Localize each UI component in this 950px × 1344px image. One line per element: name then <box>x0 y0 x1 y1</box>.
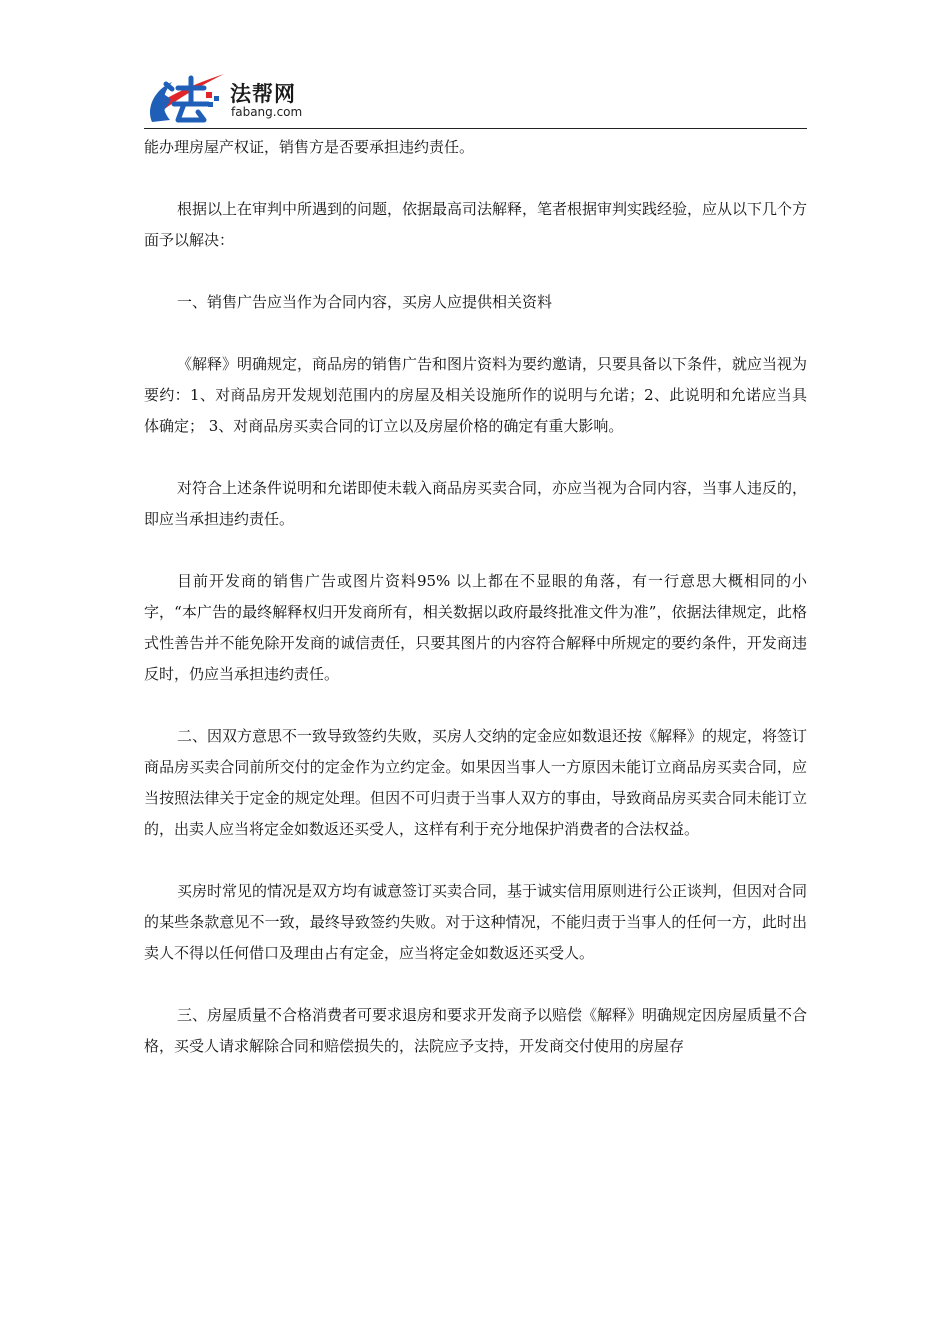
paragraph: 能办理房屋产权证，销售方是否要承担违约责任。 <box>144 138 475 156</box>
paragraph: 买房时常见的情况是双方均有诚意签订买卖合同，基于诚实信用原则进行公正谈判，但因对合同的某些条款意见不一致，最终导致签约失败。对于这种情况，不能归责于当事人的任何一方，此时出卖人不得以任何借口及理由占有定金，应当将定金如数返还买受人。 <box>144 882 808 962</box>
paragraph: 二、因双方意思不一致导致签约失败，买房人交纳的定金应如数退还按《解释》的规定，将签订商品房买卖合同前所交付的定金作为立约定金。如果因当事人一方原因未能订立商品房买卖合同，应当按照法律关于定金的规定处理。但因不可归责于当事人双方的事由，导致商品房买卖合同未能订立的，出卖人应当将定金如数返还买受人，这样有利于充分地保护消费者的合法权益。 <box>144 727 808 838</box>
paragraph: 三、房屋质量不合格消费者可要求退房和要求开发商予以赔偿《解释》明确规定因房屋质量不合格，买受人请求解除合同和赔偿损失的，法院应予支持，开发商交付使用的房屋存 <box>144 1006 808 1055</box>
paragraph: 目前开发商的销售广告或图片资料95% 以上都在不显眼的角落，有一行意思大概相同的小字，“本广告的最终解释权归开发商所有，相关数据以政府最终批准文件为准”，依据法律规定，此格式性善告并不能免除开发商的诚信责任，只要其图片的内容符合解释中所规定的要约条件，开发商违反时，仍应当承担违约责任。 <box>144 572 807 683</box>
brand-domain: fabang.com <box>231 105 303 119</box>
section-heading: 一、销售广告应当作为合同内容，买房人应提供相关资料 <box>177 293 553 311</box>
paragraph: 根据以上在审判中所遇到的问题，依据最高司法解释，笔者根据审判实践经验，应从以下几个方面予以解决： <box>144 200 808 249</box>
paragraph: 《解释》明确规定，商品房的销售广告和图片资料为要约邀请，只要具备以下条件，就应当视为要约：1、对商品房开发规划范围内的房屋及相关设施所作的说明与允诺；2、此说明和允诺应当具体确定； 3、对商品房买卖合同的订立以及房屋价格的确定有重大影响。 <box>144 355 808 435</box>
header-divider <box>144 128 807 129</box>
fabang-logo-icon <box>144 64 228 128</box>
fabang-logo <box>144 64 228 128</box>
paragraph: 对符合上述条件说明和允诺即使未载入商品房买卖合同，亦应当视为合同内容，当事人违反的，即应当承担违约责任。 <box>144 479 808 528</box>
site-header <box>144 64 807 130</box>
article-body <box>144 132 807 1093</box>
brand-name: 法帮网 <box>230 82 296 106</box>
